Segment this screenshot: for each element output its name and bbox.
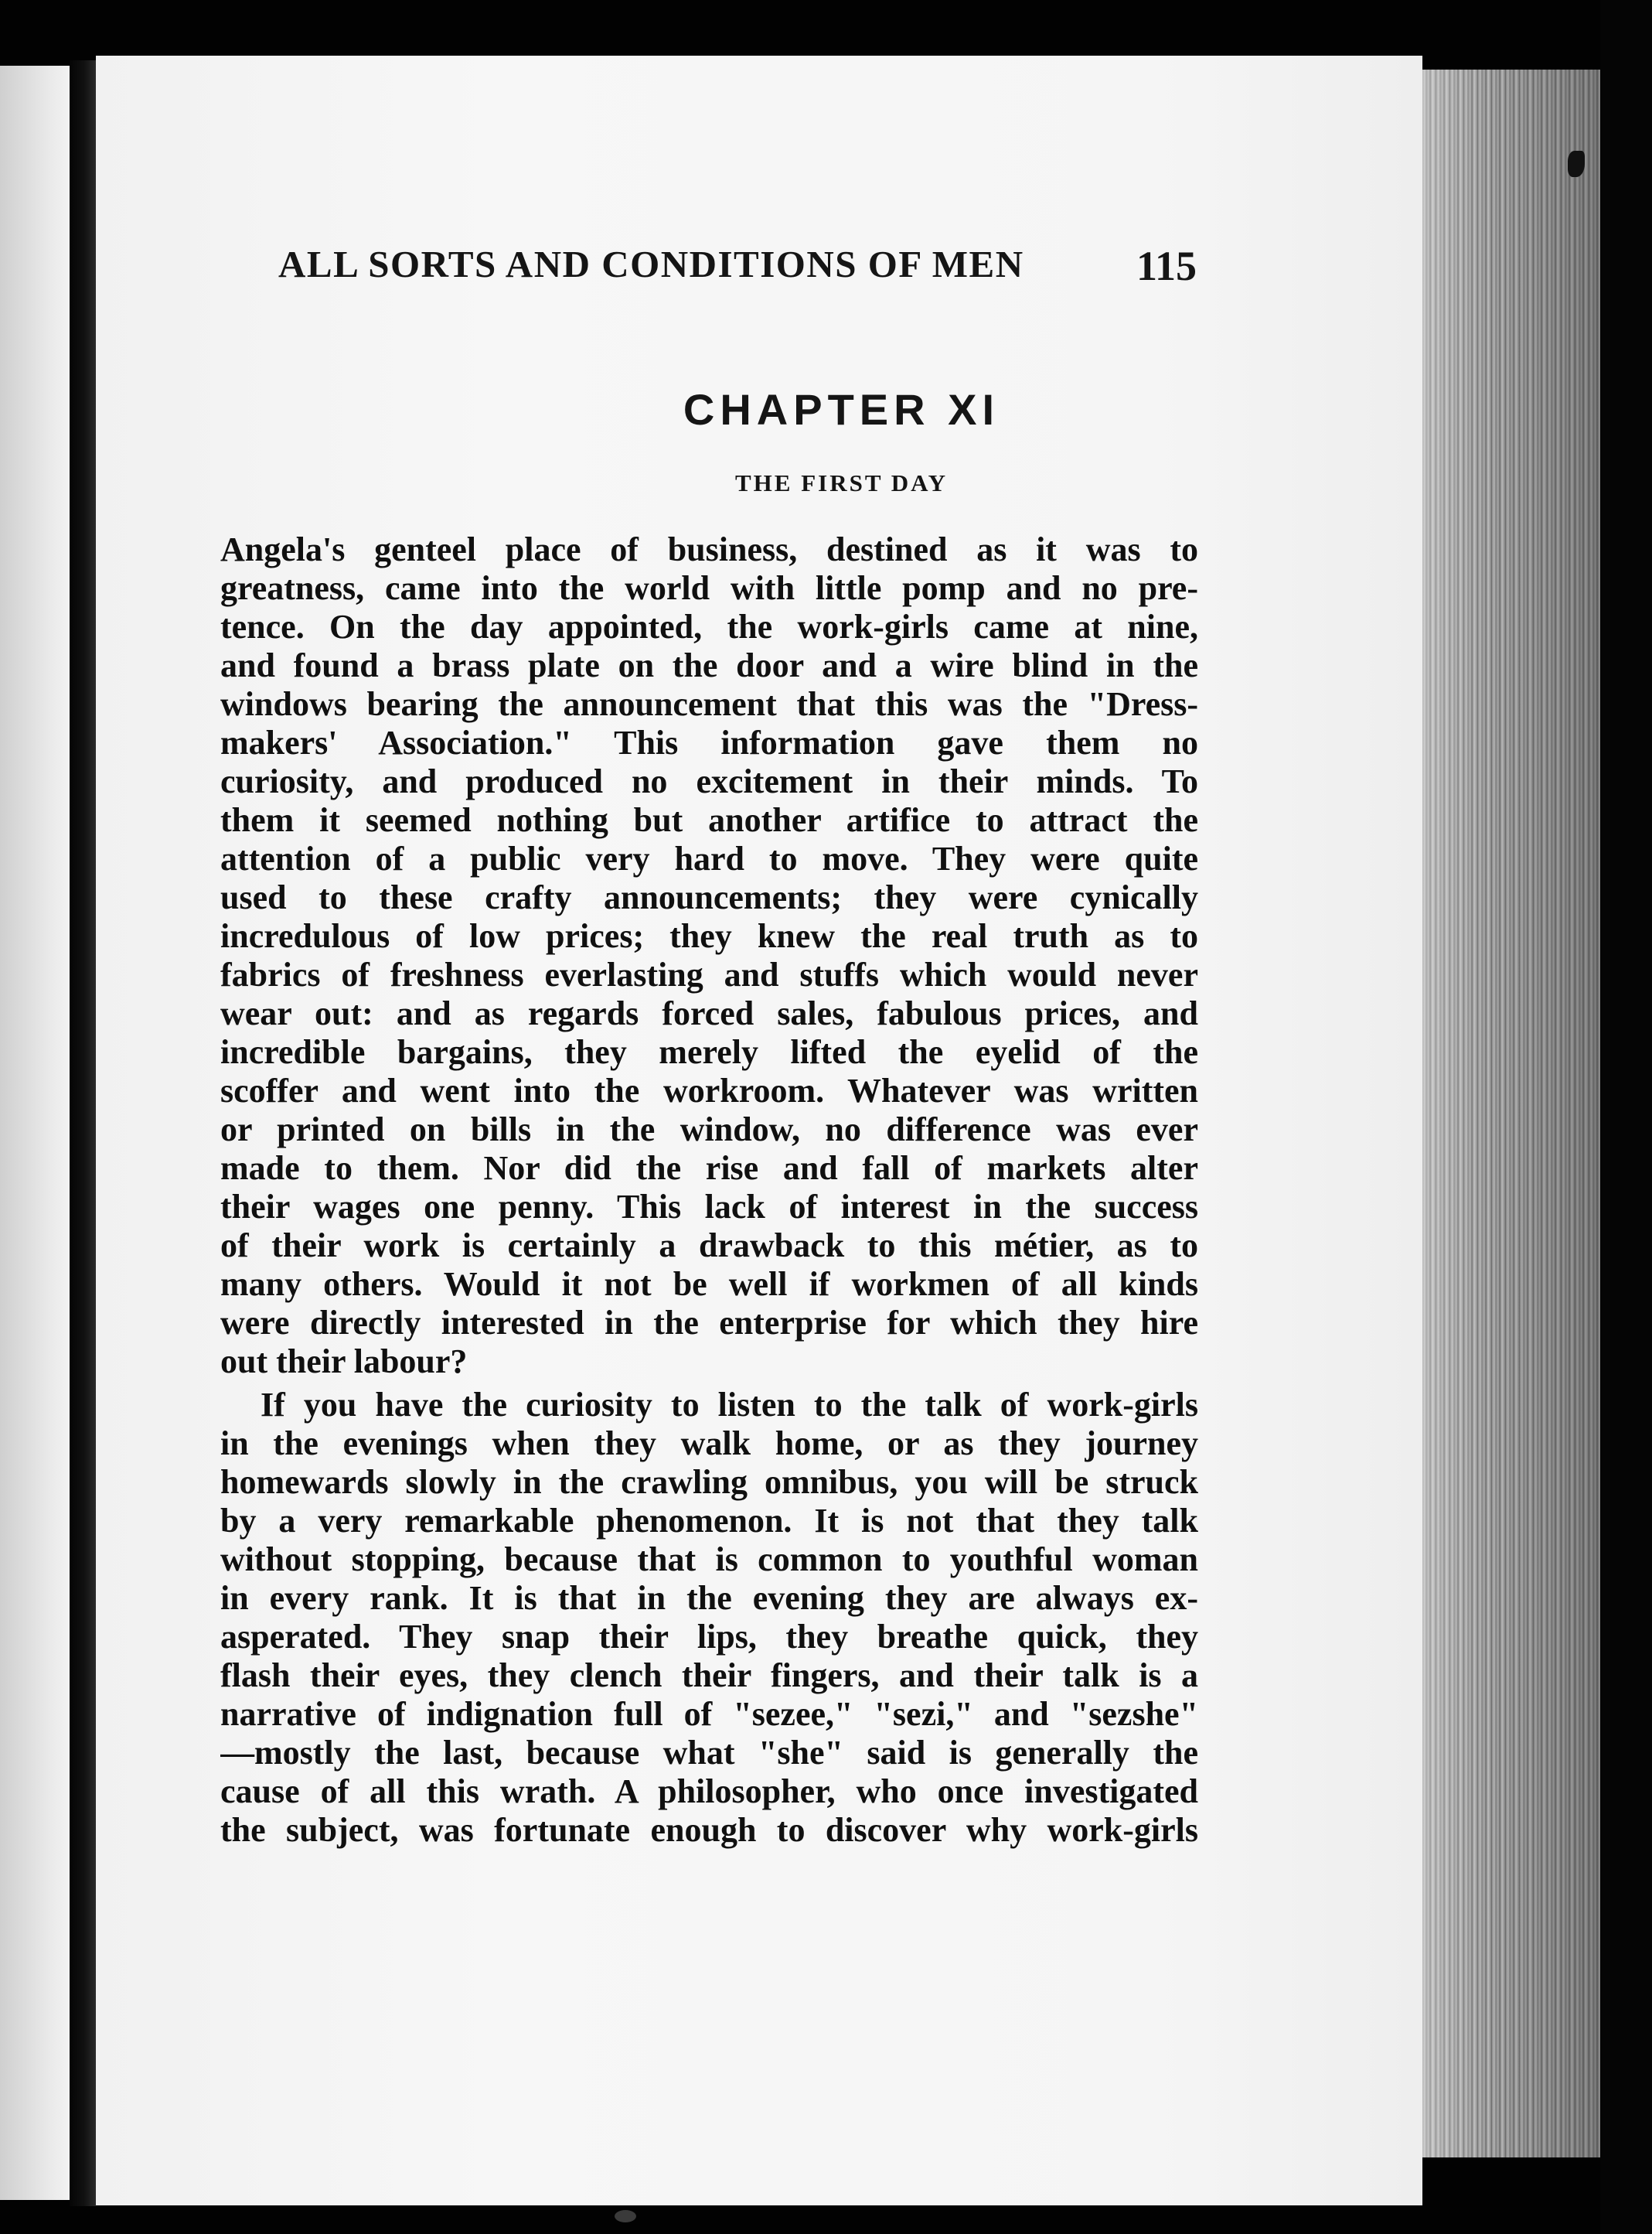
text-line: without stopping, because that is common to youthful woman [220,1540,1198,1578]
body-text [220,530,1198,1850]
text-line: in the evenings when they walk home, or as they journey [220,1424,1198,1462]
text-line: the subject, was fortunate enough to discover why work-girls [220,1811,1198,1849]
text-line: out their labour? [220,1342,468,1380]
text-line: incredulous of low prices; they knew the real truth as to [220,917,1198,955]
text-line: attention of a public very hard to move. They were quite [220,840,1198,878]
text-line: used to these crafty announcements; they were cynically [220,878,1198,916]
text-line: them it seemed nothing but another artifice to attract the [220,801,1198,839]
text-line: their wages one penny. This lack of interest in the success [220,1188,1198,1226]
text-line: wear out: and as regards forced sales, fabulous prices, and [220,994,1198,1032]
chapter-title: CHAPTER XI [683,385,1000,434]
text-line: by a very remarkable phenomenon. It is not that they talk [220,1502,1198,1540]
text-line: Angela's genteel place of business, destined as it was to [220,530,1198,568]
text-line: —mostly the last, because what "she" said is generally the [220,1734,1198,1772]
text-line: scoffer and went into the workroom. Whatever was written [220,1072,1198,1110]
paragraph-2 [220,1386,1198,1850]
text-line: and found a brass plate on the door and a wire blind in the [220,646,1198,684]
text-line: curiosity, and produced no excitement in their minds. To [220,762,1198,800]
text-line: cause of all this wrath. A philosopher, who once investigated [220,1772,1198,1810]
text-line: of their work is certainly a drawback to this métier, as to [220,1226,1198,1264]
text-line: in every rank. It is that in the evening they are always ex- [220,1579,1198,1617]
text-line: many others. Would it not be well if workmen of all kinds [220,1265,1198,1303]
scan-right-border [1600,0,1652,2234]
fore-edge-shading [1422,70,1600,2157]
running-header-title: ALL SORTS AND CONDITIONS OF MEN [278,243,1024,285]
scan-smudge [615,2210,636,2222]
text-line: incredible bargains, they merely lifted the eyelid of the [220,1033,1198,1071]
paragraph-1 [220,530,1198,1381]
fore-edge-mark [1568,151,1585,177]
text-line: tence. On the day appointed, the work-girls came at nine, [220,608,1198,646]
text-line: made to them. Nor did the rise and fall of markets alter [220,1149,1198,1187]
chapter-subtitle: THE FIRST DAY [734,469,949,496]
text-line: fabrics of freshness everlasting and stuffs which would never [220,956,1198,994]
text-line: flash their eyes, they clench their fingers, and their talk is a [220,1656,1198,1694]
text-line: windows bearing the announcement that this was the "Dress- [220,685,1198,723]
text-line: or printed on bills in the window, no difference was ever [220,1110,1198,1148]
text-line: asperated. They snap their lips, they breathe quick, they [220,1618,1198,1656]
book-gutter [70,60,96,2206]
text-line: were directly interested in the enterprise for which they hire [220,1304,1198,1342]
page-number: 115 [1136,243,1197,289]
text-line: homewards slowly in the crawling omnibus, you will be struck [220,1463,1198,1501]
text-line: makers' Association." This information gave them no [220,724,1198,762]
text-line: narrative of indignation full of "sezee," "sezi," and "sezshe" [220,1695,1198,1733]
text-line: greatness, came into the world with little pomp and no pre- [220,569,1198,607]
text-line: If you have the curiosity to listen to the talk of work-girls [261,1386,1198,1424]
